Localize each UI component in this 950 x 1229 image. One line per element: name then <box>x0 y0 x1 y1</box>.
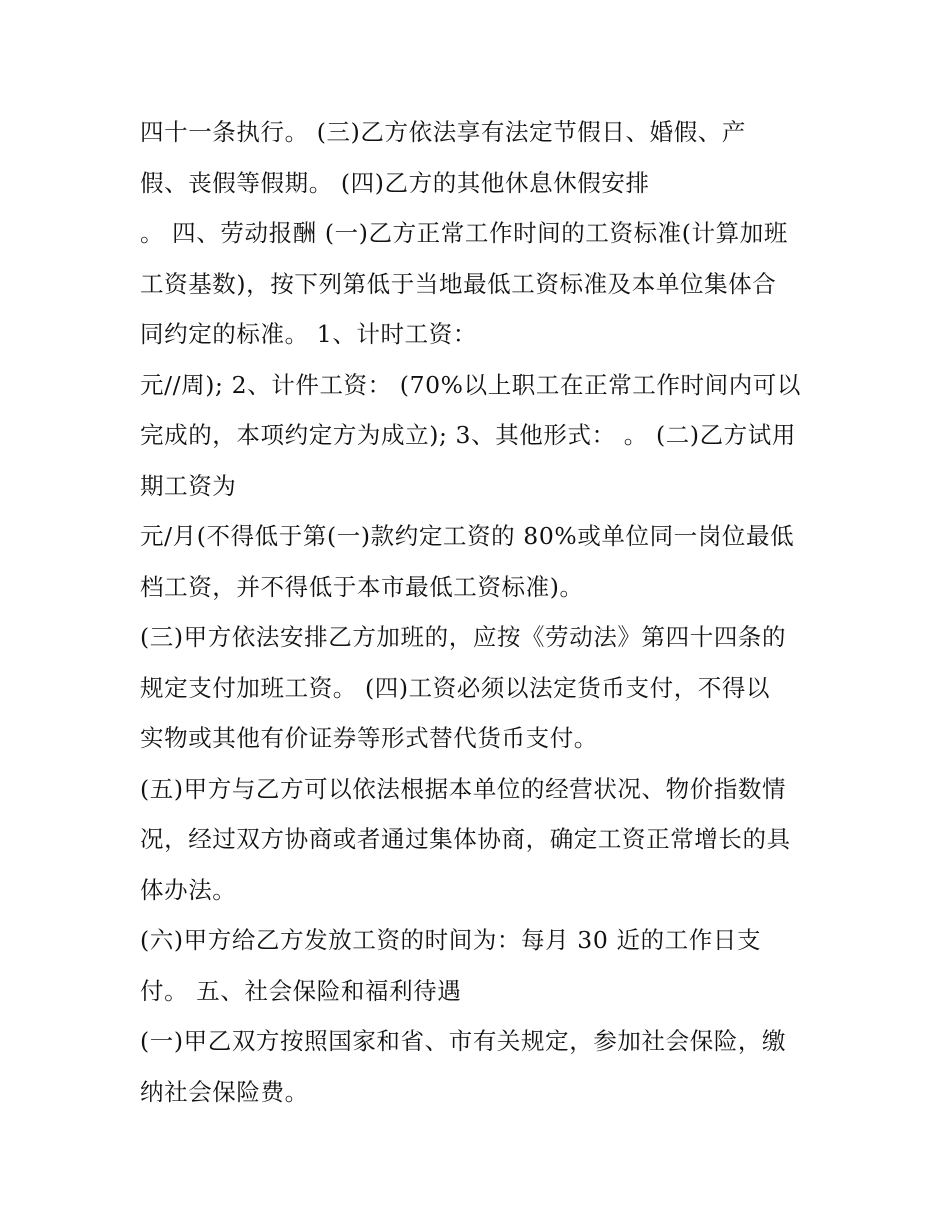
text-line: 实物或其他有价证券等形式替代货币支付。 <box>140 724 598 752</box>
contract-text-block <box>140 107 830 1117</box>
text-line: 规定支付加班工资。 (四)工资必须以法定货币支付，不得以 <box>140 673 771 702</box>
text-line: 纳社会保险费。 <box>140 1077 309 1106</box>
text-line: 体办法。 <box>140 875 237 904</box>
text-line: 工资基数)，按下列第低于当地最低工资标准及本单位集体合 <box>140 269 777 298</box>
text-line: 。 四、劳动报酬 (一)乙方正常工作时间的工资标准(计算加班 <box>140 219 788 247</box>
text-line: 完成的，本项约定方为成立); 3、其他形式： 。 (二)乙方试用 <box>140 421 796 449</box>
text-line: (五)甲方与乙方可以依法根据本单位的经营状况、物价指数情 <box>140 774 787 803</box>
text-line: 档工资，并不得低于本市最低工资标准)。 <box>140 572 584 601</box>
text-line: 假、丧假等假期。 (四)乙方的其他休息休假安排 <box>140 168 650 197</box>
text-line: 四十一条执行。 (三)乙方依法享有法定节假日、婚假、产 <box>140 118 747 146</box>
text-line: (一)甲乙双方按照国家和省、市有关规定，参加社会保险，缴 <box>140 1027 787 1055</box>
text-line: (三)甲方依法安排乙方加班的，应按《劳动法》第四十四条的 <box>140 623 787 651</box>
text-line: 期工资为 <box>140 471 237 500</box>
text-line: (六)甲方给乙方发放工资的时间为：每月 30 近的工作日支 <box>140 926 762 954</box>
text-line: 同约定的标准。 1、计时工资： <box>140 320 477 348</box>
text-line: 况，经过双方协商或者通过集体协商，确定工资正常增长的具 <box>140 825 791 853</box>
text-line: 元//周); 2、计件工资： (70%以上职工在正常工作时间内可以 <box>140 370 802 399</box>
text-line: 付。 五、社会保险和福利待遇 <box>140 976 462 1005</box>
text-line: 元/月(不得低于第(一)款约定工资的 80%或单位同一岗位最低 <box>140 522 795 550</box>
